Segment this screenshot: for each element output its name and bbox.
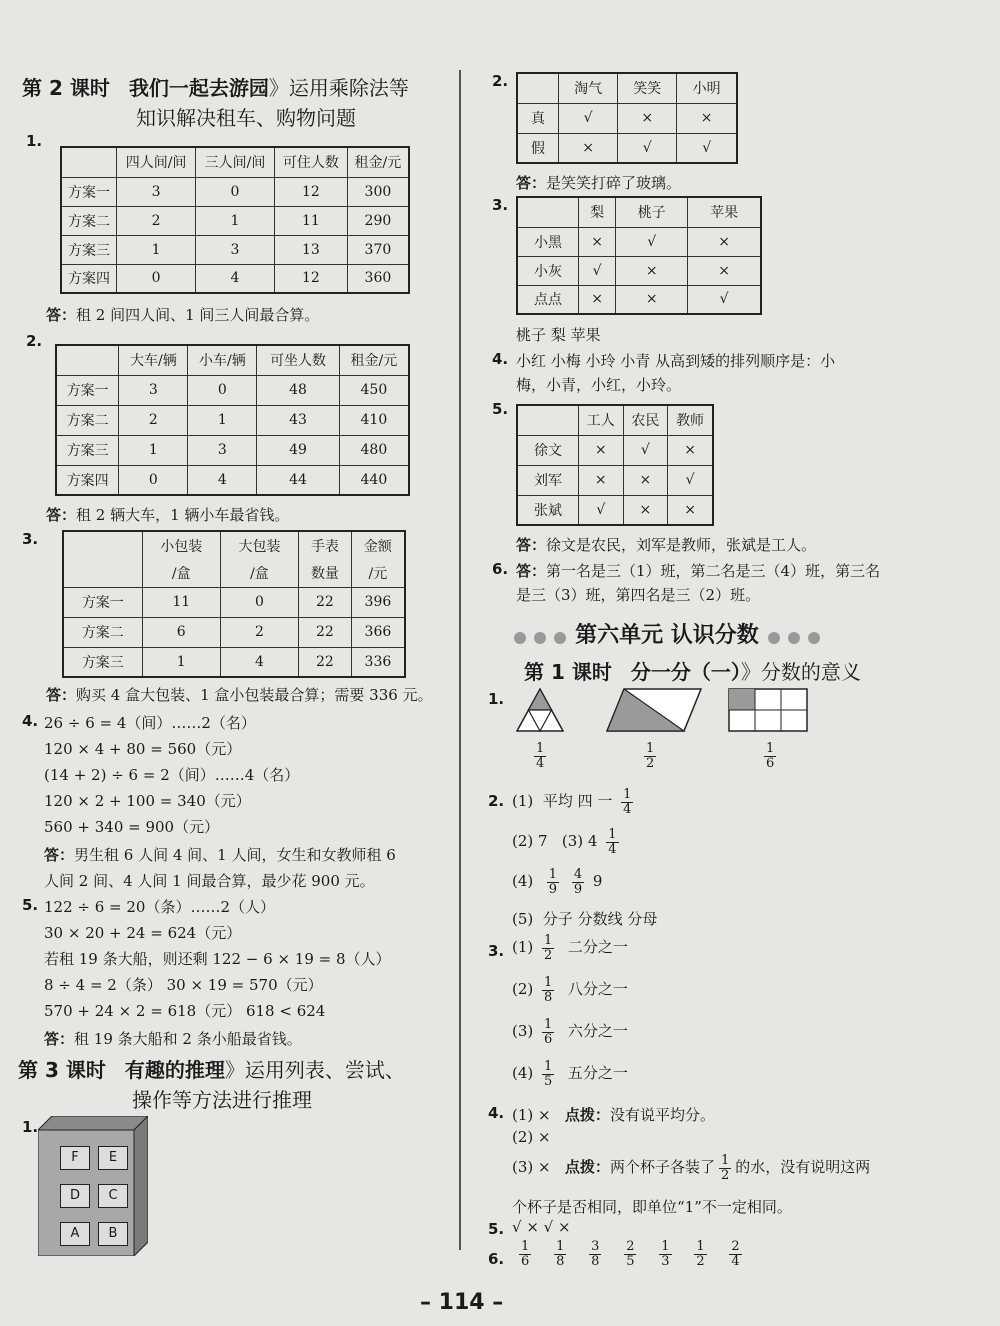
question-number: 4. xyxy=(492,350,509,368)
table-cell: 大包装 xyxy=(220,531,298,559)
q3-answer: 答：购买 4 盒大包装、1 盒小包装最合算；需要 336 元。 xyxy=(46,686,433,704)
table-cell xyxy=(517,197,579,227)
table-cell: /盒 xyxy=(220,559,298,587)
table-cell: 小车/辆 xyxy=(188,345,257,375)
q5-job-table xyxy=(516,404,714,526)
table-cell: 笑笑 xyxy=(618,73,677,103)
table-cell: 2 xyxy=(119,405,188,435)
shelf-box: F xyxy=(60,1146,90,1170)
lesson2-header xyxy=(22,72,409,101)
calc-line: 8 ÷ 4 = 2（条） 30 × 19 = 570（元） xyxy=(44,976,323,994)
q2-row: (4) $\frac{1}{9}$ $\frac{4}{9}$ 9 xyxy=(512,867,603,897)
title-marker: 》 xyxy=(268,76,289,100)
table-cell: 方案一 xyxy=(56,375,119,405)
question-number: 6. xyxy=(492,560,509,578)
table-cell: 淘气 xyxy=(559,73,618,103)
table-cell: 1 xyxy=(117,235,196,264)
table-cell: × xyxy=(559,133,618,163)
calc-line: (14 + 2) ÷ 6 = 2（间）……4（名） xyxy=(44,766,300,784)
column-divider xyxy=(459,70,461,1250)
table-cell: 可坐人数 xyxy=(257,345,339,375)
table-cell: 徐文 xyxy=(517,435,579,465)
shelf-box: A xyxy=(60,1222,90,1246)
calc-line: 570 + 24 × 2 = 618（元） 618 < 624 xyxy=(44,1002,326,1020)
table-cell: × xyxy=(668,495,713,525)
table-cell: √ xyxy=(559,103,618,133)
table-cell: 22 xyxy=(299,647,352,677)
table-cell: √ xyxy=(623,435,668,465)
triangle-icon xyxy=(516,688,564,732)
table-cell: 0 xyxy=(119,465,188,495)
question-number: 2. xyxy=(492,72,509,90)
table-cell: × xyxy=(579,227,616,256)
table-cell: 48 xyxy=(257,375,339,405)
lesson-subtitle-line2: 操作等方法进行推理 xyxy=(132,1088,312,1112)
fraction-label: $\frac{1}{6}$ xyxy=(766,741,775,771)
table-cell: × xyxy=(579,435,624,465)
right-q6-answer: 答：第一名是三（1）班，第二名是三（4）班，第三名 xyxy=(516,562,881,580)
table-cell: 3 xyxy=(117,177,196,206)
question-number: 6. xyxy=(488,1250,505,1268)
q3-row: (4) $\frac{1}{5}$ 五分之一 xyxy=(512,1059,628,1089)
question-number: 4. xyxy=(488,1104,505,1122)
table-cell: 44 xyxy=(257,465,339,495)
calc-line: 若租 19 条大船，则还剩 122 − 6 × 19 = 8（人） xyxy=(44,950,391,968)
table-cell: 366 xyxy=(351,617,405,647)
table-cell: 11 xyxy=(142,587,220,617)
q1-answer: 答：租 2 间四人间、1 间三人间最合算。 xyxy=(46,306,320,324)
table-cell: 小黑 xyxy=(517,227,579,256)
question-number: 2. xyxy=(488,792,505,810)
table-cell: × xyxy=(668,435,713,465)
table-cell: 3 xyxy=(196,235,275,264)
table-cell: 12 xyxy=(274,177,347,206)
table-cell: 三人间/间 xyxy=(196,147,275,177)
unit-title: 第六单元 认识分数 xyxy=(575,623,759,648)
table-cell: 方案四 xyxy=(56,465,119,495)
table-cell: 450 xyxy=(339,375,409,405)
table-cell: × xyxy=(616,256,688,285)
q3-row: (1) $\frac{1}{2}$ 二分之一 xyxy=(512,933,628,963)
q3-row: (3) $\frac{1}{6}$ 六分之一 xyxy=(512,1017,628,1047)
table-cell: 336 xyxy=(351,647,405,677)
calc-line: 120 × 2 + 100 = 340（元） xyxy=(44,792,251,810)
table-cell: 1 xyxy=(119,435,188,465)
table-cell: 410 xyxy=(339,405,409,435)
fraction-label: $\frac{1}{2}$ xyxy=(646,741,655,771)
question-number: 5. xyxy=(492,400,509,418)
q3-row: (2) $\frac{1}{8}$ 八分之一 xyxy=(512,975,628,1005)
table-cell: 方案二 xyxy=(63,617,142,647)
table-cell: /盒 xyxy=(142,559,220,587)
lesson-subtitle: 分数的意义 xyxy=(760,660,861,684)
table-cell: 480 xyxy=(339,435,409,465)
right-q6-line2: 是三（3）班，第四名是三（2）班。 xyxy=(516,586,761,604)
table-cell: 2 xyxy=(117,206,196,235)
table-cell: 假 xyxy=(517,133,559,163)
q4-row: (2) × xyxy=(512,1128,551,1146)
table-cell: 22 xyxy=(299,617,352,647)
table-cell: × xyxy=(688,227,761,256)
table-cell: 桃子 xyxy=(616,197,688,227)
q6-fractions: $\frac{1}{6}$ $\frac{1}{8}$ $\frac{3}{8}$ $\frac{2}{5}$ $\frac{1}{3}$ $\frac{1}{2}$ $\frac{2}{4}$ xyxy=(521,1239,740,1269)
table-cell: 4 xyxy=(220,647,298,677)
table-cell: 0 xyxy=(220,587,298,617)
table-cell: 小包装 xyxy=(142,531,220,559)
shelf-box: D xyxy=(60,1184,90,1208)
rectangle-grid-icon xyxy=(728,688,808,732)
q2-truth-table xyxy=(516,72,738,164)
table-cell: 方案一 xyxy=(61,177,117,206)
table-cell: √ xyxy=(616,227,688,256)
table-cell: 苹果 xyxy=(688,197,761,227)
lesson-subtitle: 运用列表、尝试、 xyxy=(244,1058,405,1082)
table-cell: × xyxy=(618,103,677,133)
table-cell: 手表 xyxy=(299,531,352,559)
table-cell: × xyxy=(579,465,624,495)
table-cell: √ xyxy=(579,495,624,525)
q4-answer-line2: 人间 2 间、4 人间 1 间最合算，最少花 900 元。 xyxy=(44,872,375,890)
table-cell xyxy=(517,73,559,103)
table-cell: 张斌 xyxy=(517,495,579,525)
table-cell: 方案二 xyxy=(61,206,117,235)
table-cell: 梨 xyxy=(579,197,616,227)
q4-row-line2: 个杯子是否相同，即单位“1”不一定相同。 xyxy=(512,1198,792,1216)
table-cell: 43 xyxy=(257,405,339,435)
table-cell: 工人 xyxy=(579,405,624,435)
table-cell: 4 xyxy=(196,264,275,293)
q5-marks: √ × √ × xyxy=(512,1218,571,1236)
table-cell: 金额 xyxy=(351,531,405,559)
table-cell: 1 xyxy=(142,647,220,677)
calc-line: 26 ÷ 6 = 4（间）……2（名） xyxy=(44,714,256,732)
q2-row: (1) 平均 四 一 $\frac{1}{4}$ xyxy=(512,787,632,817)
right-q4-line1: 小红 小梅 小玲 小青 从高到矮的排列顺序是：小 xyxy=(516,352,836,370)
table-cell: 0 xyxy=(117,264,196,293)
table-cell: × xyxy=(677,103,737,133)
table-cell: 13 xyxy=(274,235,347,264)
calc-line: 122 ÷ 6 = 20（条）……2（人） xyxy=(44,898,276,916)
table-cell: 方案一 xyxy=(63,587,142,617)
table-cell: × xyxy=(616,285,688,314)
table-cell: 租金/元 xyxy=(347,147,409,177)
parallelogram-shape xyxy=(606,688,702,736)
title-marker: 》 xyxy=(740,660,761,684)
table-cell: × xyxy=(623,465,668,495)
q4-row: (3) × 点拨：两个杯子各装了 $\frac{1}{2}$ 的水，没有说明这两 xyxy=(512,1153,871,1183)
lesson-number: 第 2 课时 xyxy=(22,76,110,100)
table-cell: 方案三 xyxy=(56,435,119,465)
question-number: 1. xyxy=(26,132,43,150)
table-cell: 22 xyxy=(299,587,352,617)
right-q3-answer: 桃子 梨 苹果 xyxy=(516,326,601,344)
triangle-shape xyxy=(516,688,564,736)
table-cell: 大车/辆 xyxy=(119,345,188,375)
table-cell: 方案三 xyxy=(61,235,117,264)
q2-table xyxy=(55,344,410,496)
table-cell: 12 xyxy=(274,264,347,293)
table-cell: × xyxy=(623,495,668,525)
table-cell: 440 xyxy=(339,465,409,495)
question-number: 3. xyxy=(22,530,39,548)
dot-icon xyxy=(788,632,800,644)
parallelogram-icon xyxy=(606,688,702,732)
q4-row: (1) × 点拨：没有说平均分。 xyxy=(512,1106,715,1124)
table-cell: 4 xyxy=(188,465,257,495)
table-cell: 点点 xyxy=(517,285,579,314)
table-cell: √ xyxy=(579,256,616,285)
table-cell: 370 xyxy=(347,235,409,264)
table-cell: 可住人数 xyxy=(274,147,347,177)
rectangle-shape xyxy=(728,688,808,736)
q1-table xyxy=(60,146,410,294)
lesson-title: 分一分（一） xyxy=(630,660,741,684)
table-cell: 方案三 xyxy=(63,647,142,677)
table-cell: 300 xyxy=(347,177,409,206)
table-cell: 小明 xyxy=(677,73,737,103)
table-cell: × xyxy=(579,285,616,314)
right-q5-answer: 答：徐文是农民，刘军是教师，张斌是工人。 xyxy=(516,536,817,554)
dot-icon xyxy=(554,632,566,644)
question-number: 3. xyxy=(488,942,505,960)
dot-icon xyxy=(534,632,546,644)
table-cell: 1 xyxy=(196,206,275,235)
table-cell: 3 xyxy=(119,375,188,405)
dot-icon xyxy=(768,632,780,644)
table-cell: × xyxy=(688,256,761,285)
table-cell: √ xyxy=(688,285,761,314)
shelf-grid xyxy=(60,1146,128,1246)
table-cell: √ xyxy=(677,133,737,163)
q3-table xyxy=(62,530,406,678)
question-number: 5. xyxy=(488,1220,505,1238)
q2-row: (5) 分子 分数线 分母 xyxy=(512,910,658,928)
question-number: 1. xyxy=(488,690,505,708)
lesson-subtitle: 运用乘除法等 xyxy=(288,76,409,100)
shelf-box: B xyxy=(98,1222,128,1246)
table-cell xyxy=(61,147,117,177)
q4-answer: 答：男生租 6 人间 4 间、1 人间，女生和女教师租 6 xyxy=(44,846,396,864)
calc-line: 560 + 340 = 900（元） xyxy=(44,818,220,836)
lesson-number: 第 1 课时 xyxy=(524,660,612,684)
table-cell: 租金/元 xyxy=(339,345,409,375)
lesson-subtitle-line2: 知识解决租车、购物问题 xyxy=(136,106,356,130)
shelf-box: C xyxy=(98,1184,128,1208)
table-cell: 0 xyxy=(196,177,275,206)
table-cell: 2 xyxy=(220,617,298,647)
table-cell: 农民 xyxy=(623,405,668,435)
q3-fruit-table xyxy=(516,196,762,315)
table-cell: √ xyxy=(668,465,713,495)
table-cell: 方案四 xyxy=(61,264,117,293)
dot-icon xyxy=(514,632,526,644)
question-number: 5. xyxy=(22,896,39,914)
calc-line: 120 × 4 + 80 = 560（元） xyxy=(44,740,242,758)
lesson-title: 我们一起去游园 xyxy=(128,76,269,100)
shelf-box: E xyxy=(98,1146,128,1170)
table-cell: 396 xyxy=(351,587,405,617)
dot-icon xyxy=(808,632,820,644)
title-marker: 》 xyxy=(224,1058,245,1082)
unit-heading xyxy=(510,618,824,649)
table-cell: 方案二 xyxy=(56,405,119,435)
table-cell: √ xyxy=(618,133,677,163)
question-number: 2. xyxy=(26,332,43,350)
table-cell: 真 xyxy=(517,103,559,133)
table-cell: 数量 xyxy=(299,559,352,587)
q2-row: (2) 7 (3) 4 $\frac{1}{4}$ xyxy=(512,827,617,857)
table-cell xyxy=(63,531,142,559)
table-cell: 290 xyxy=(347,206,409,235)
right-q4-line2: 梅，小青，小红，小玲。 xyxy=(516,376,682,394)
q5-answer: 答：租 19 条大船和 2 条小船最省钱。 xyxy=(44,1030,302,1048)
table-cell: 小灰 xyxy=(517,256,579,285)
table-cell: 3 xyxy=(188,435,257,465)
table-cell: 6 xyxy=(142,617,220,647)
calc-line: 30 × 20 + 24 = 624（元） xyxy=(44,924,242,942)
table-cell: 49 xyxy=(257,435,339,465)
shelf-diagram xyxy=(38,1116,148,1256)
question-number: 4. xyxy=(22,712,39,730)
lesson-title: 有趣的推理 xyxy=(124,1058,225,1082)
fraction-label: $\frac{1}{4}$ xyxy=(536,741,545,771)
table-cell xyxy=(56,345,119,375)
table-cell: 0 xyxy=(188,375,257,405)
table-cell: 教师 xyxy=(668,405,713,435)
table-cell xyxy=(517,405,579,435)
table-cell: 四人间/间 xyxy=(117,147,196,177)
table-cell xyxy=(63,559,142,587)
unit6-lesson-header xyxy=(524,656,861,685)
page-number: – 114 – xyxy=(420,1290,504,1315)
table-cell: 1 xyxy=(188,405,257,435)
table-cell: 刘军 xyxy=(517,465,579,495)
q2-answer: 答：租 2 辆大车，1 辆小车最省钱。 xyxy=(46,506,290,524)
table-cell: 360 xyxy=(347,264,409,293)
question-number: 1. xyxy=(22,1118,39,1136)
lesson3-header xyxy=(18,1054,405,1083)
right-q2-answer: 答：是笑笑打碎了玻璃。 xyxy=(516,174,682,192)
question-number: 3. xyxy=(492,196,509,214)
table-cell: /元 xyxy=(351,559,405,587)
lesson-number: 第 3 课时 xyxy=(18,1058,106,1082)
table-cell: 11 xyxy=(274,206,347,235)
